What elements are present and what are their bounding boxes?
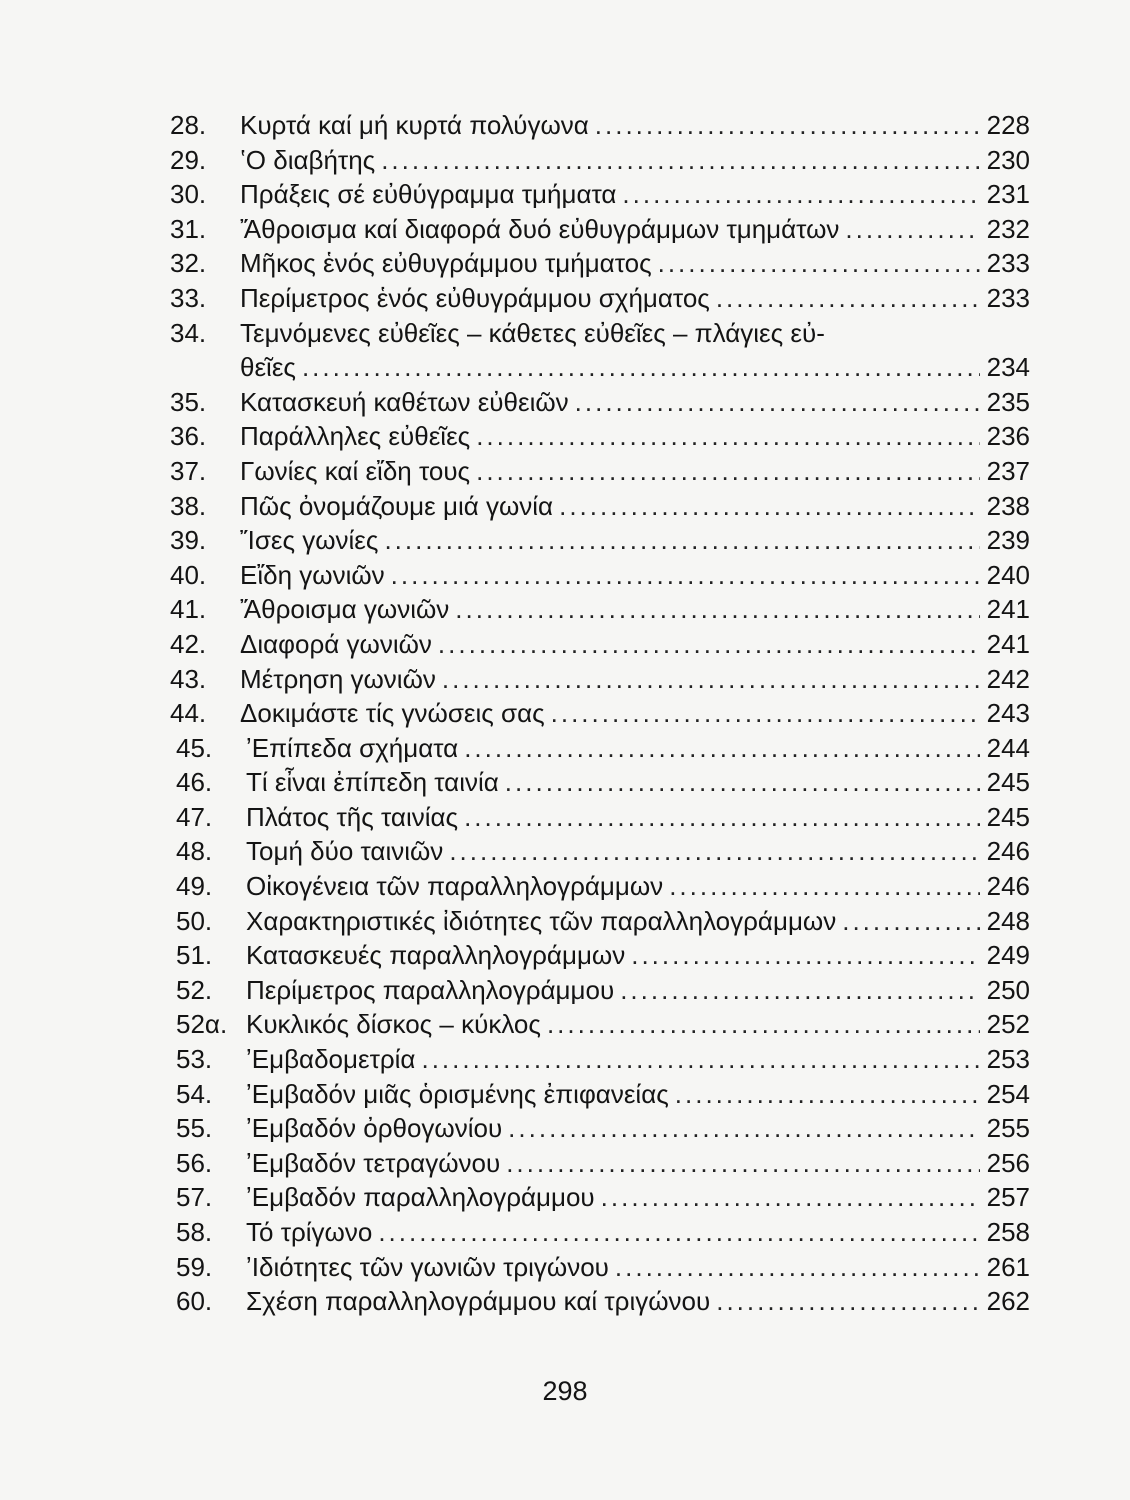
entry-number: 50. (176, 905, 213, 936)
entry-page-number: 258 (986, 1217, 1030, 1247)
dot-leader (421, 1042, 980, 1077)
entry-number: 37. (170, 455, 207, 486)
entry-number: 57. (176, 1182, 213, 1213)
entry-number: 51. (176, 940, 213, 971)
entry-number: 41. (170, 594, 207, 625)
entry-page-number: 248 (986, 905, 1030, 936)
dot-leader (658, 246, 980, 281)
toc-entry (170, 1146, 1030, 1181)
dot-leader (622, 177, 980, 212)
entry-page-number: 233 (986, 248, 1030, 279)
entry-number: 52α. (176, 1009, 228, 1040)
entry-page-number: 262 (986, 1286, 1030, 1317)
dot-leader (476, 454, 980, 489)
entry-title: Πῶς ὀνομάζουμε μιά γωνία (240, 490, 554, 521)
toc-entry (170, 627, 1030, 662)
toc-entry (170, 800, 1030, 835)
toc-entry (170, 281, 1030, 316)
dot-leader (455, 592, 980, 627)
entry-title: Πράξεις σέ εὐθύγραμμα τμήματα (240, 179, 617, 210)
entry-page-number: 240 (986, 559, 1030, 590)
toc-entry (170, 592, 1030, 627)
entry-page-number: 257 (986, 1182, 1030, 1213)
entry-number: 42. (170, 628, 207, 659)
toc-entry (170, 454, 1030, 489)
entry-page-number: 228 (986, 110, 1030, 140)
dot-leader (845, 212, 980, 247)
dot-leader (381, 143, 980, 178)
toc-entry (170, 834, 1030, 869)
dot-leader (595, 108, 980, 143)
entry-title: ʼΕμβαδόν τετραγώνου (246, 1147, 501, 1178)
entry-page-number: 246 (986, 871, 1030, 902)
entry-number: 28. (170, 110, 207, 140)
dot-leader (631, 938, 980, 973)
toc-entry (170, 662, 1030, 697)
entry-number: 39. (170, 525, 207, 556)
entry-page-number: 242 (986, 663, 1030, 694)
toc-entry (170, 489, 1030, 524)
entry-title: Πλάτος τῆς ταινίας (246, 801, 459, 832)
toc-entry (170, 1250, 1030, 1285)
entry-title-continuation: θεῖες (240, 352, 296, 383)
entry-title: Ἴσες γωνίες (240, 525, 379, 556)
dot-leader (559, 489, 980, 524)
entry-number: 60. (176, 1286, 213, 1317)
entry-title: ʽΟ διαβήτης (240, 144, 376, 175)
entry-number: 38. (170, 490, 207, 521)
toc-entry (170, 1284, 1030, 1319)
entry-page-number: 253 (986, 1044, 1030, 1075)
dot-leader (601, 1180, 980, 1215)
entry-title: Δοκιμάστε τίς γνώσεις σας (240, 698, 545, 729)
entry-title: ʼΕπίπεδα σχήματα (246, 732, 459, 763)
entry-title: Περίμετρος παραλληλογράμμου (246, 974, 615, 1005)
entry-title: Σχέση παραλληλογράμμου καί τριγώνου (246, 1286, 711, 1317)
entry-page-number: 237 (986, 455, 1030, 486)
entry-number: 29. (170, 144, 207, 175)
entry-page-number: 255 (986, 1113, 1030, 1144)
toc-entry (170, 938, 1030, 973)
entry-title: ʼΕμβαδόν μιᾶς ὁρισμένης ἐπιφανείας (246, 1078, 669, 1109)
dot-leader (378, 1215, 980, 1250)
entry-title: ʼΕμβαδόν ὀρθογωνίου (246, 1113, 503, 1144)
toc-entry (170, 523, 1030, 558)
toc-entry (170, 1215, 1030, 1250)
toc-entry (170, 904, 1030, 939)
entry-title: Κυρτά καί μή κυρτά πολύγωνα (240, 110, 589, 140)
entry-number: 49. (176, 871, 213, 902)
dot-leader (551, 696, 980, 731)
entry-number: 48. (176, 836, 213, 867)
toc-entry (170, 108, 1030, 143)
dot-leader (669, 869, 980, 904)
entry-page-number: 244 (986, 732, 1030, 763)
dot-leader (506, 1146, 980, 1181)
toc-entry (170, 1180, 1030, 1215)
entry-page-number: 241 (986, 594, 1030, 625)
entry-page-number: 235 (986, 386, 1030, 417)
entry-page-number: 239 (986, 525, 1030, 556)
dot-leader (675, 1077, 980, 1112)
entry-page-number: 252 (986, 1009, 1030, 1040)
entry-title: Παράλληλες εὐθεῖες (240, 421, 471, 452)
dot-leader (449, 834, 980, 869)
entry-page-number: 245 (986, 801, 1030, 832)
entry-page-number: 243 (986, 698, 1030, 729)
page-number: 298 (542, 1376, 588, 1406)
entry-title: Χαρακτηριστικές ἰδιότητες τῶν παραλληλογράμμων (246, 905, 837, 936)
entry-number: 58. (176, 1217, 213, 1247)
entry-title: Μῆκος ἑνός εὐθυγράμμου τμήματος (240, 248, 652, 279)
entry-page-number: 238 (986, 490, 1030, 521)
entry-title: Διαφορά γωνιῶν (240, 628, 432, 659)
toc-entry (170, 316, 1030, 351)
toc-entry (170, 731, 1030, 766)
entry-number: 55. (176, 1113, 213, 1144)
entry-page-number: 233 (986, 282, 1030, 313)
dot-leader (620, 973, 980, 1008)
toc-entry (170, 869, 1030, 904)
entry-title: Μέτρηση γωνιῶν (240, 663, 436, 694)
entry-page-number: 254 (986, 1078, 1030, 1109)
toc-entry (170, 1007, 1030, 1042)
dot-leader (505, 765, 980, 800)
toc-entry (170, 1077, 1030, 1112)
entry-page-number: 261 (986, 1251, 1030, 1282)
toc-entry-continuation (170, 350, 1030, 385)
entry-title: Κατασκευές παραλληλογράμμων (246, 940, 626, 971)
toc-entry (170, 246, 1030, 281)
table-of-contents (170, 108, 1030, 1319)
entry-page-number: 246 (986, 836, 1030, 867)
entry-number: 31. (170, 213, 207, 244)
dot-leader (716, 1284, 980, 1319)
dot-leader (508, 1111, 980, 1146)
entry-title: ʼΕμβαδόν παραλληλογράμμου (246, 1182, 595, 1213)
entry-page-number: 236 (986, 421, 1030, 452)
entry-number: 34. (170, 317, 207, 348)
entry-page-number: 232 (986, 213, 1030, 244)
entry-title: Τί εἶναι ἐπίπεδη ταινία (246, 767, 499, 798)
toc-entry (170, 765, 1030, 800)
entry-number: 35. (170, 386, 207, 417)
entry-title: Εἴδη γωνιῶν (240, 559, 385, 590)
dot-leader (391, 558, 980, 593)
entry-number: 46. (176, 767, 213, 798)
entry-number: 44. (170, 698, 207, 729)
entry-page-number: 245 (986, 767, 1030, 798)
entry-page-number: 231 (986, 179, 1030, 210)
toc-entry (170, 385, 1030, 420)
entry-number: 54. (176, 1078, 213, 1109)
entry-title: Περίμετρος ἑνός εὐθυγράμμου σχήματος (240, 282, 710, 313)
dot-leader (842, 904, 980, 939)
dot-leader (464, 731, 980, 766)
dot-leader (384, 523, 980, 558)
dot-leader (716, 281, 980, 316)
entry-page-number: 250 (986, 974, 1030, 1005)
entry-number: 47. (176, 801, 213, 832)
entry-title: ʼΙδιότητες τῶν γωνιῶν τριγώνου (246, 1251, 609, 1282)
entry-title: ʼΕμβαδομετρία (246, 1044, 416, 1075)
entry-number: 53. (176, 1044, 213, 1075)
toc-entry (170, 973, 1030, 1008)
entry-page-number: 234 (986, 352, 1030, 383)
toc-entry (170, 143, 1030, 178)
entry-number: 52. (176, 974, 213, 1005)
entry-number: 33. (170, 282, 207, 313)
entry-title: Τεμνόμενες εὐθεῖες – κάθετες εὐθεῖες – πλάγιες εὐ- (240, 317, 825, 348)
dot-leader (438, 627, 980, 662)
toc-entry (170, 558, 1030, 593)
toc-entry (170, 696, 1030, 731)
toc-entry (170, 212, 1030, 247)
dot-leader (464, 800, 980, 835)
entry-title: Κυκλικός δίσκος – κύκλος (246, 1009, 541, 1040)
dot-leader (476, 419, 980, 454)
dot-leader (302, 350, 980, 385)
entry-page-number: 230 (986, 144, 1030, 175)
entry-page-number: 256 (986, 1147, 1030, 1178)
entry-page-number: 241 (986, 628, 1030, 659)
entry-number: 45. (176, 732, 213, 763)
dot-leader (575, 385, 980, 420)
entry-title: Γωνίες καί εἴδη τους (240, 455, 471, 486)
entry-title: Οἰκογένεια τῶν παραλληλογράμμων (246, 871, 664, 902)
entry-title: Τομή δύο ταινιῶν (246, 836, 444, 867)
toc-entry (170, 1111, 1030, 1146)
entry-title: Ἄθροισμα καί διαφορά δυό εὐθυγράμμων τμημάτων (240, 213, 840, 244)
toc-entry (170, 1042, 1030, 1077)
entry-number: 30. (170, 179, 207, 210)
dot-leader (547, 1007, 980, 1042)
dot-leader (615, 1250, 980, 1285)
entry-page-number: 249 (986, 940, 1030, 971)
entry-number: 32. (170, 248, 207, 279)
entry-number: 56. (176, 1147, 213, 1178)
toc-entry (170, 419, 1030, 454)
toc-entry (170, 177, 1030, 212)
entry-number: 43. (170, 663, 207, 694)
entry-number: 36. (170, 421, 207, 452)
entry-number: 59. (176, 1251, 213, 1282)
dot-leader (442, 662, 980, 697)
entry-number: 40. (170, 559, 207, 590)
entry-title: Ἄθροισμα γωνιῶν (240, 594, 450, 625)
entry-title: Τό τρίγωνο (246, 1217, 373, 1247)
entry-title: Κατασκευή καθέτων εὐθειῶν (240, 386, 569, 417)
